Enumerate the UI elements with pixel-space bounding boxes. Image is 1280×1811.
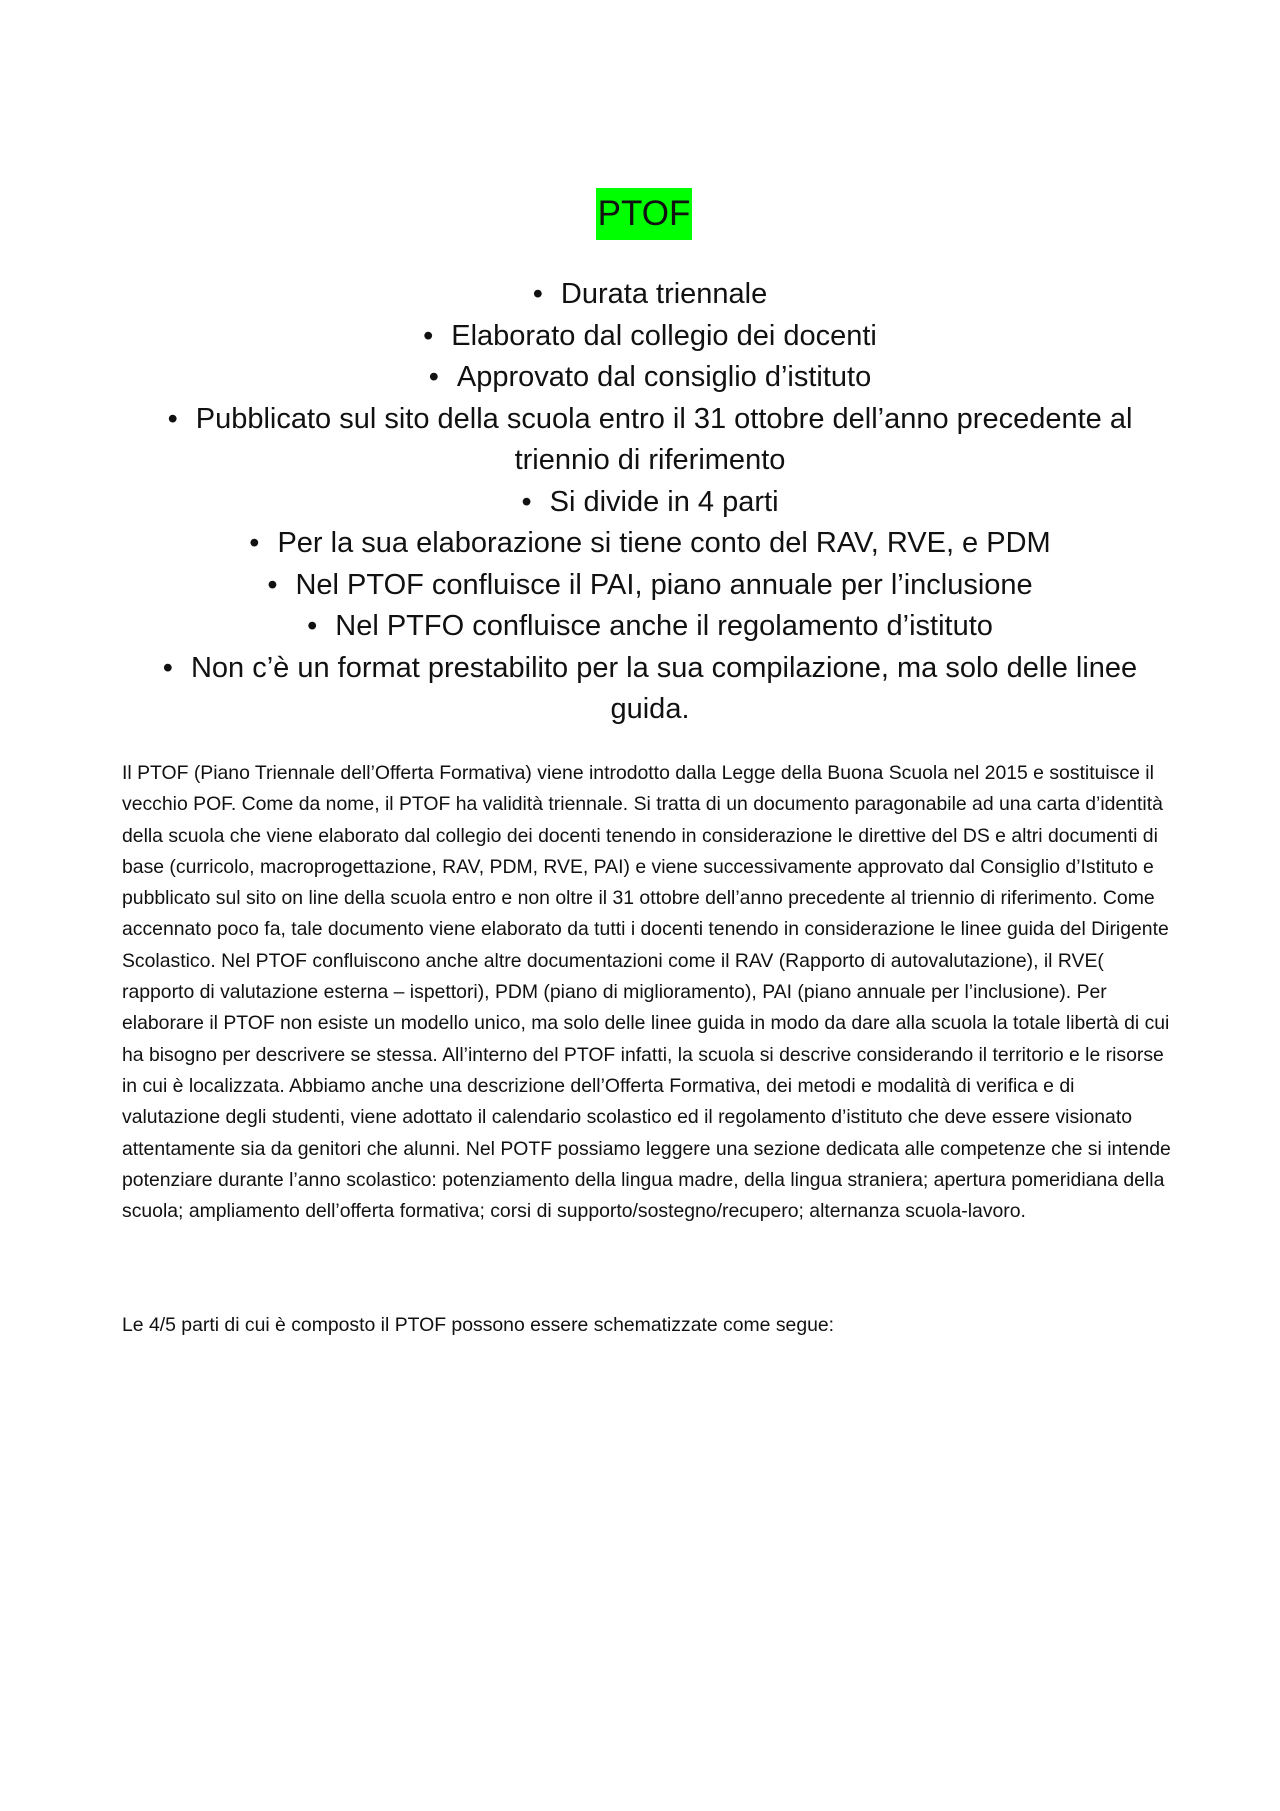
bullet-item — [150, 648, 1150, 731]
bullet-text: Nel PTFO confluisce anche il regolamento d’istituto — [335, 610, 993, 642]
bullet-item — [150, 274, 1150, 316]
bullet-text: Nel PTOF confluisce il PAI, piano annuale per l’inclusione — [295, 568, 1033, 601]
bullet-text: Pubblicato sul sito della scuola entro il 31 ottobre dell’anno precedente al triennio di riferimento — [195, 402, 1133, 476]
bullet-icon: • — [532, 278, 543, 310]
bullet-text: Per la sua elaborazione si tiene conto del RAV, RVE, e PDM — [277, 527, 1051, 559]
bullet-text: Elaborato dal collegio dei docenti — [451, 319, 877, 352]
bullet-icon: • — [249, 527, 260, 559]
bullet-icon: • — [423, 319, 434, 352]
bullet-text: Approvato dal consiglio d’istituto — [456, 361, 872, 393]
bullet-icon: • — [167, 402, 178, 435]
bullet-item — [150, 523, 1150, 565]
bullet-icon: • — [267, 568, 278, 601]
body-paragraph-parts: Le 4/5 parti di cui è composto il PTOF possono essere schematizzate come segue: — [122, 1314, 835, 1336]
bullet-icon: • — [428, 361, 439, 393]
bullet-icon: • — [521, 485, 532, 518]
bullet-item — [150, 606, 1150, 648]
body-paragraph-intro: Il PTOF (Piano Triennale dell’Offerta Formativa) viene introdotto dalla Legge della Buona Scuola nel 2015 e sostituisce il vecchio POF. Come da nome, il PTOF ha validità triennale. Si tratta di un documento paragonabile ad una carta d’identità della scuola che viene elaborato dal collegio dei docenti tenendo in considerazione le direttive del DS e altri documenti di base (curricolo, macroprogettazione, RAV, PDM, RVE, PAI) e viene successivamente approvato dal Consiglio d’Istituto e pubblicato sul sito on line della scuola entro e non oltre il 31 ottobre dell’anno precedente al triennio di riferimento. Come accennato poco fa, tale documento viene elaborato da tutti i docenti tenendo in considerazione le linee guida del Dirigente Scolastico. Nel PTOF confluiscono anche altre documentazioni come il RAV (Rapporto di autovalutazione), il RVE( rapporto di valutazione esterna – ispettori), PDM (piano di miglioramento), PAI (piano annuale per l’inclusione). Per elaborare il PTOF non esiste un modello unico, ma solo delle linee guida in modo da dare alla scuola la totale libertà di cui ha bisogno per descrivere se stessa. All’interno del PTOF infatti, la scuola si descrive considerando il territorio e le risorse in cui è localizzata. Abbiamo anche una descrizione dell’Offerta Formativa, dei metodi e modalità di verifica e di valutazione degli studenti, viene adottato il calendario scolastico ed il regolamento d’istituto che deve essere visionato attentamente sia da genitori che alunni. Nel POTF possiamo leggere una sezione dedicata alle competenze che si intende potenziare durante l’anno scolastico: potenziamento della lingua madre, della lingua straniera; apertura pomeridiana della scuola; ampliamento dell’offerta formativa; corsi di supporto/sostegno/recupero; alternanza scuola-lavoro. — [122, 762, 1171, 1223]
bullet-item — [150, 565, 1150, 607]
bullet-text: Durata triennale — [560, 278, 768, 310]
bullet-item — [150, 482, 1150, 524]
bullet-icon: • — [307, 610, 318, 642]
page-title: PTOF — [596, 188, 693, 240]
bullet-item — [150, 399, 1150, 482]
bullet-text: Si divide in 4 parti — [549, 485, 779, 518]
bullet-icon: • — [162, 651, 173, 684]
bullet-text: Non c’è un format prestabilito per la sua compilazione, ma solo delle linee guida. — [190, 651, 1138, 725]
bullet-item — [150, 357, 1150, 399]
summary-bullet-list — [150, 274, 1150, 731]
title-block — [0, 188, 1280, 240]
bullet-item — [150, 316, 1150, 358]
